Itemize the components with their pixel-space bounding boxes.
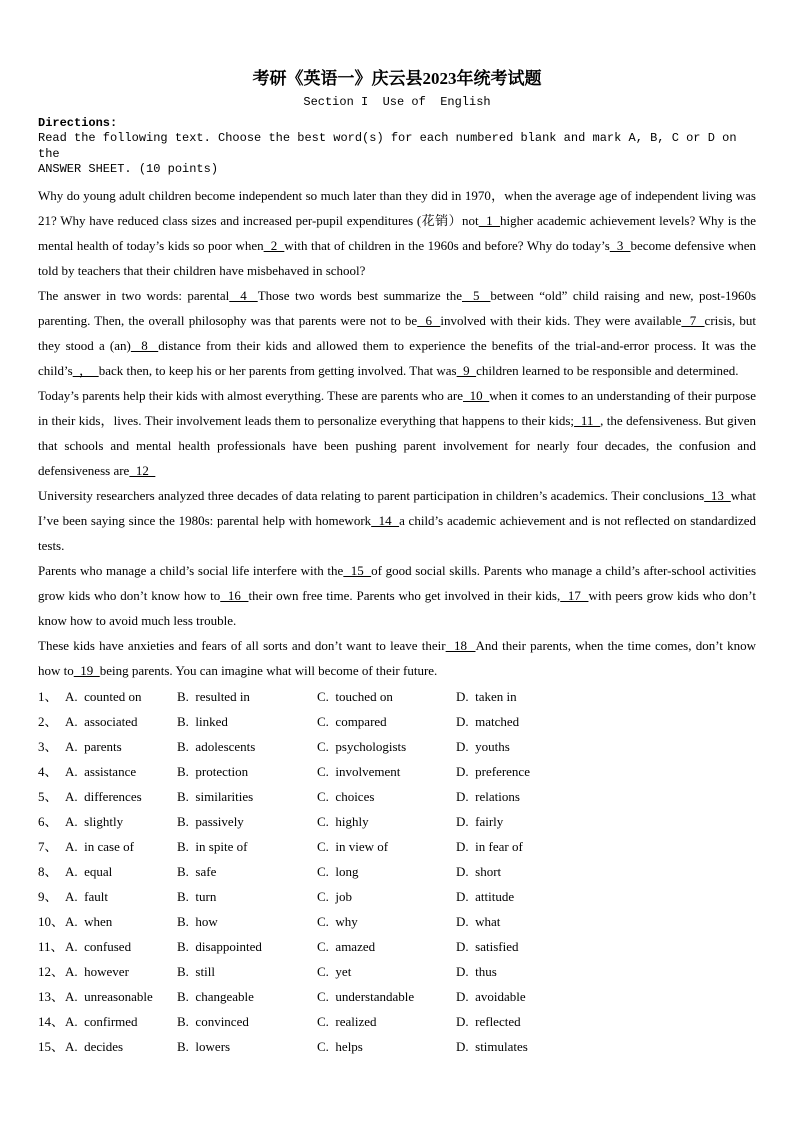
- option-c: C. understandable: [317, 988, 415, 1004]
- option-c: C. compared: [317, 713, 387, 729]
- question-row-6: [38, 809, 756, 834]
- paragraph-5: [38, 558, 756, 633]
- blank-10: 10: [463, 387, 490, 403]
- page-title: 考研《英语一》庆云县2023年统考试题: [252, 69, 542, 88]
- passage-text: their own free time. Parents who get involved in their kids,: [248, 587, 561, 603]
- blank-2: 2: [263, 237, 285, 253]
- option-d: D. taken in: [456, 688, 517, 704]
- option-c: C. long: [317, 863, 359, 879]
- option-c: C. realized: [317, 1013, 377, 1029]
- option-b: B. disappointed: [177, 938, 262, 954]
- question-row-5: [38, 784, 756, 809]
- option-c: C. amazed: [317, 938, 376, 954]
- option-d: D. what: [456, 913, 501, 929]
- option-a: A. differences: [65, 788, 142, 804]
- directions-text-line2: ANSWER SHEET. (10 points): [38, 162, 219, 176]
- question-number: 13、: [38, 988, 65, 1004]
- passage-text: of good social skills. Parents who manage a child’s after-school activities grow kids who don’t know how to: [38, 562, 757, 603]
- paragraph-3: [38, 383, 756, 483]
- option-a: A. associated: [65, 713, 138, 729]
- blank-7: 7: [681, 312, 705, 328]
- question-number: 5、: [38, 788, 58, 804]
- passage-text: , the defensiveness. But given that schools and mental health professionals have been pushing parent involvement for nearly four decades, the confusion and defensiveness are: [38, 412, 756, 478]
- question-row-7: [38, 834, 756, 859]
- directions-label: Directions:: [38, 116, 118, 130]
- question-number: 12、: [38, 963, 65, 979]
- option-d: D. preference: [456, 763, 530, 779]
- option-d: D. in fear of: [456, 838, 523, 854]
- option-c: C. choices: [317, 788, 375, 804]
- option-b: B. similarities: [177, 788, 254, 804]
- blank-8: 8: [130, 337, 159, 353]
- option-c: C. psychologists: [317, 738, 407, 754]
- option-d: D. fairly: [456, 813, 504, 829]
- option-c: C. yet: [317, 963, 352, 979]
- question-number: 8、: [38, 863, 58, 879]
- option-a: A. fault: [65, 888, 108, 904]
- directions-text-line1: Read the following text. Choose the best word(s) for each numbered blank and mark A, B, C or D on the: [38, 131, 737, 161]
- blank-16: 16: [220, 587, 249, 603]
- option-b: B. turn: [177, 888, 217, 904]
- blank-9: 9: [456, 362, 477, 378]
- passage-text: Why do young adult children become independent so much later than they did in 1970，when the average age of independent living was 21? Why have reduced class sizes and increased per-pupil expenditures (花销）not: [38, 187, 756, 228]
- option-b: B. lowers: [177, 1038, 231, 1054]
- option-a: A. slightly: [65, 813, 124, 829]
- option-b: B. in spite of: [177, 838, 248, 854]
- option-a: A. however: [65, 963, 129, 979]
- blank-6: 6: [417, 312, 441, 328]
- passage-text: crisis, but they stood a (an): [38, 312, 757, 353]
- option-a: A. equal: [65, 863, 113, 879]
- cloze-passage: [38, 183, 756, 683]
- option-a: A. decides: [65, 1038, 124, 1054]
- blank-1: 1: [478, 212, 501, 228]
- question-row-11: [38, 934, 756, 959]
- blank-4: 4: [229, 287, 258, 303]
- passage-text: Parents who manage a child’s social life interfere with the: [38, 562, 344, 578]
- passage-text: And their parents, when the time comes, don’t know how to: [38, 637, 757, 678]
- passage-text: with peers grow kids who don’t know how to avoid much less trouble.: [38, 587, 757, 628]
- passage-text: Today’s parents help their kids with almost everything. These are parents who are: [38, 387, 464, 403]
- paragraph-1: [38, 183, 756, 283]
- question-row-9: [38, 884, 756, 909]
- question-number: 15、: [38, 1038, 65, 1054]
- passage-text: between “old” child raising and new, post-1960s parenting. Then, the overall philosophy was that parents were not to be: [38, 287, 757, 328]
- passage-text: with that of children in the 1960s and before? Why do today’s: [284, 237, 610, 253]
- option-d: D. matched: [456, 713, 520, 729]
- question-number: 9、: [38, 888, 58, 904]
- question-number: 3、: [38, 738, 58, 754]
- blank-11: 11: [574, 412, 601, 428]
- blank-12: 12: [129, 462, 156, 478]
- passage-text: children learned to be responsible and determined.: [476, 362, 739, 378]
- blank-13: 13: [704, 487, 731, 503]
- question-row-4: [38, 759, 756, 784]
- question-row-10: [38, 909, 756, 934]
- blank-3: 3: [609, 237, 631, 253]
- question-row-12: [38, 959, 756, 984]
- paragraph-4: [38, 483, 756, 558]
- option-c: C. job: [317, 888, 353, 904]
- passage-text: higher academic achievement levels? Why is the mental health of today’s kids so poor when: [38, 212, 756, 253]
- option-d: D. stimulates: [456, 1038, 528, 1054]
- option-b: B. safe: [177, 863, 217, 879]
- question-row-1: [38, 684, 756, 709]
- passage-text: back then, to keep his or her parents from getting involved. That was: [98, 362, 457, 378]
- blank-17: 17: [560, 587, 589, 603]
- option-b: B. protection: [177, 763, 249, 779]
- blank-18: 18: [445, 637, 476, 653]
- option-b: B. resulted in: [177, 688, 250, 704]
- option-a: A. parents: [65, 738, 122, 754]
- option-b: B. adolescents: [177, 738, 256, 754]
- question-number: 14、: [38, 1013, 65, 1029]
- option-b: B. linked: [177, 713, 228, 729]
- option-d: D. attitude: [456, 888, 515, 904]
- option-b: B. how: [177, 913, 218, 929]
- option-a: A. when: [65, 913, 113, 929]
- section-heading: Section I Use of English: [303, 95, 491, 109]
- passage-text: being parents. You can imagine what will become of their future.: [99, 662, 438, 678]
- passage-text: what I’ve been saying since the 1980s: parental help with homework: [38, 487, 757, 528]
- option-a: A. assistance: [65, 763, 137, 779]
- passage-text: University researchers analyzed three decades of data relating to parent participation in children’s academics. Their conclusions: [38, 487, 705, 503]
- option-d: D. satisfied: [456, 938, 519, 954]
- question-number: 10、: [38, 913, 65, 929]
- option-b: B. still: [177, 963, 215, 979]
- option-c: C. touched on: [317, 688, 393, 704]
- question-row-3: [38, 734, 756, 759]
- option-d: D. short: [456, 863, 502, 879]
- question-number: 6、: [38, 813, 58, 829]
- question-number: 11、: [38, 938, 64, 954]
- paragraph-2: [38, 283, 756, 383]
- option-c: C. involvement: [317, 763, 401, 779]
- option-d: D. thus: [456, 963, 497, 979]
- option-d: D. youths: [456, 738, 510, 754]
- question-row-15: [38, 1034, 756, 1059]
- option-a: A. confirmed: [65, 1013, 138, 1029]
- option-b: B. passively: [177, 813, 244, 829]
- question-number: 4、: [38, 763, 58, 779]
- option-c: C. helps: [317, 1038, 363, 1054]
- option-a: A. counted on: [65, 688, 142, 704]
- blank-5: 5: [462, 287, 491, 303]
- question-number: 1、: [38, 688, 58, 704]
- option-a: A. in case of: [65, 838, 134, 854]
- question-number: 2、: [38, 713, 58, 729]
- passage-text: These kids have anxieties and fears of all sorts and don’t want to leave their: [38, 637, 446, 653]
- option-c: C. why: [317, 913, 358, 929]
- question-row-8: [38, 859, 756, 884]
- option-a: A. unreasonable: [65, 988, 153, 1004]
- blank-19: 19: [73, 662, 100, 678]
- blank-，: ，: [72, 362, 99, 378]
- option-d: D. avoidable: [456, 988, 526, 1004]
- blank-15: 15: [343, 562, 372, 578]
- passage-text: involved with their kids. They were available: [440, 312, 682, 328]
- option-d: D. reflected: [456, 1013, 521, 1029]
- passage-text: a child’s academic achievement and is not reflected on standardized tests.: [38, 512, 756, 553]
- question-row-13: [38, 984, 756, 1009]
- question-number: 7、: [38, 838, 58, 854]
- option-b: B. convinced: [177, 1013, 249, 1029]
- question-row-2: [38, 709, 756, 734]
- passage-text: Those two words best summarize the: [257, 287, 462, 303]
- option-c: C. highly: [317, 813, 369, 829]
- paragraph-6: [38, 633, 756, 683]
- option-a: A. confused: [65, 938, 132, 954]
- option-d: D. relations: [456, 788, 520, 804]
- passage-text: become defensive when told by teachers that their children have misbehaved in school?: [38, 237, 757, 278]
- passage-text: when it comes to an understanding of their purpose in their kids，lives. Their involvement leads them to personalize everything that happens to their kids;: [38, 387, 757, 428]
- passage-text: distance from their kids and allowed them to experience the benefits of the trial-and-error process. It was the child’s: [38, 337, 756, 378]
- question-row-14: [38, 1009, 756, 1034]
- passage-text: The answer in two words: parental: [38, 287, 230, 303]
- option-b: B. changeable: [177, 988, 254, 1004]
- option-c: C. in view of: [317, 838, 389, 854]
- blank-14: 14: [371, 512, 400, 528]
- question-list: [38, 684, 756, 1059]
